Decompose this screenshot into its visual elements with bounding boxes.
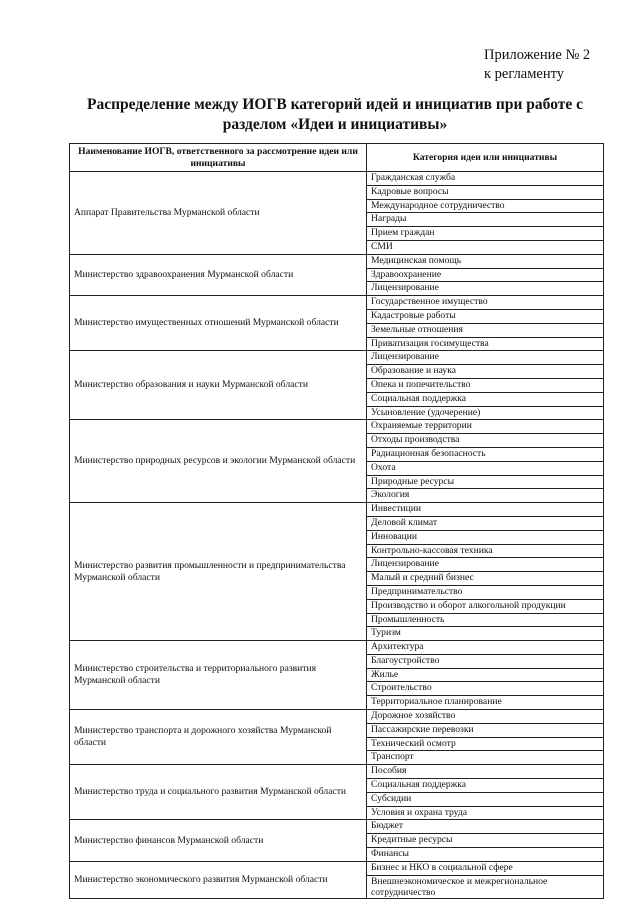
title-line-2: разделом «Идеи и инициативы» [222,116,448,133]
category-cell: Охота [367,461,604,475]
category-cell: Производство и оборот алкогольной продукции [367,599,604,613]
category-cell: Деловой климат [367,516,604,530]
category-cell: Субсидии [367,792,604,806]
table-header-row [70,144,604,172]
org-name-cell: Министерство здравоохранения Мурманской области [70,254,367,295]
category-cell: СМИ [367,240,604,254]
distribution-table [69,143,604,899]
category-cell: Кредитные ресурсы [367,834,604,848]
category-cell: Кадровые вопросы [367,185,604,199]
org-name-cell: Аппарат Правительства Мурманской области [70,172,367,255]
category-cell: Транспорт [367,751,604,765]
category-cell: Лицензирование [367,351,604,365]
category-cell: Бюджет [367,820,604,834]
table-row [70,503,604,517]
category-cell: Образование и наука [367,365,604,379]
table-row [70,765,604,779]
category-cell: Пособия [367,765,604,779]
category-cell: Контрольно-кассовая техника [367,544,604,558]
category-cell: Прием граждан [367,227,604,241]
table-row [70,351,604,365]
table-row [70,254,604,268]
category-cell: Усыновление (удочерение) [367,406,604,420]
page-title [60,95,610,135]
table-row [70,172,604,186]
category-cell: Благоустройство [367,654,604,668]
category-cell: Охраняемые территории [367,420,604,434]
title-line-1: Распределение между ИОГВ категорий идей и инициатив при работе с [87,96,583,113]
category-cell: Лицензирование [367,558,604,572]
category-cell: Жилье [367,668,604,682]
org-name-cell: Министерство строительства и территориального развития Мурманской области [70,641,367,710]
table-row [70,820,604,834]
table-row [70,710,604,724]
header-org: Наименование ИОГВ, ответственного за рассмотрение идеи или инициативы [70,144,367,172]
appendix-label [484,46,590,84]
category-cell: Экология [367,489,604,503]
org-name-cell: Министерство транспорта и дорожного хозяйства Мурманской области [70,710,367,765]
org-name-cell: Министерство экономического развития Мурманской области [70,861,367,899]
category-cell: Инновации [367,530,604,544]
org-name-cell: Министерство финансов Мурманской области [70,820,367,861]
org-name-cell: Министерство развития промышленности и предпринимательства Мурманской области [70,503,367,641]
category-cell: Кадастровые работы [367,309,604,323]
category-cell: Природные ресурсы [367,475,604,489]
category-cell: Архитектура [367,641,604,655]
category-cell: Опека и попечительство [367,378,604,392]
category-cell: Социальная поддержка [367,779,604,793]
category-cell: Технический осмотр [367,737,604,751]
category-cell: Строительство [367,682,604,696]
table-row [70,861,604,875]
org-name-cell: Министерство образования и науки Мурманской области [70,351,367,420]
category-cell: Дорожное хозяйство [367,710,604,724]
category-cell: Финансы [367,848,604,862]
category-cell: Условия и охрана труда [367,806,604,820]
table-row [70,420,604,434]
category-cell: Гражданская служба [367,172,604,186]
category-cell: Промышленность [367,613,604,627]
category-cell: Международное сотрудничество [367,199,604,213]
header-category: Категория идеи или инициативы [367,144,604,172]
category-cell: Пассажирские перевозки [367,723,604,737]
category-cell: Радиационная безопасность [367,447,604,461]
table-row [70,296,604,310]
category-cell: Социальная поддержка [367,392,604,406]
category-cell: Бизнес и НКО в социальной сфере [367,861,604,875]
table-body [70,172,604,899]
category-cell: Награды [367,213,604,227]
category-cell: Здравоохранение [367,268,604,282]
table-row [70,641,604,655]
appendix-line-2: к регламенту [484,66,565,82]
category-cell: Земельные отношения [367,323,604,337]
category-cell: Территориальное планирование [367,696,604,710]
category-cell: Предпринимательство [367,585,604,599]
category-cell: Внешнеэкономическое и межрегиональное сотрудничество [367,875,604,899]
category-cell: Приватизация госимущества [367,337,604,351]
category-cell: Малый и средний бизнес [367,572,604,586]
category-cell: Отходы производства [367,434,604,448]
category-cell: Лицензирование [367,282,604,296]
category-cell: Туризм [367,627,604,641]
category-cell: Медицинская помощь [367,254,604,268]
org-name-cell: Министерство имущественных отношений Мурманской области [70,296,367,351]
org-name-cell: Министерство природных ресурсов и экологии Мурманской области [70,420,367,503]
org-name-cell: Министерство труда и социального развития Мурманской области [70,765,367,820]
category-cell: Инвестиции [367,503,604,517]
appendix-line-1: Приложение № 2 [484,47,591,63]
category-cell: Государственное имущество [367,296,604,310]
